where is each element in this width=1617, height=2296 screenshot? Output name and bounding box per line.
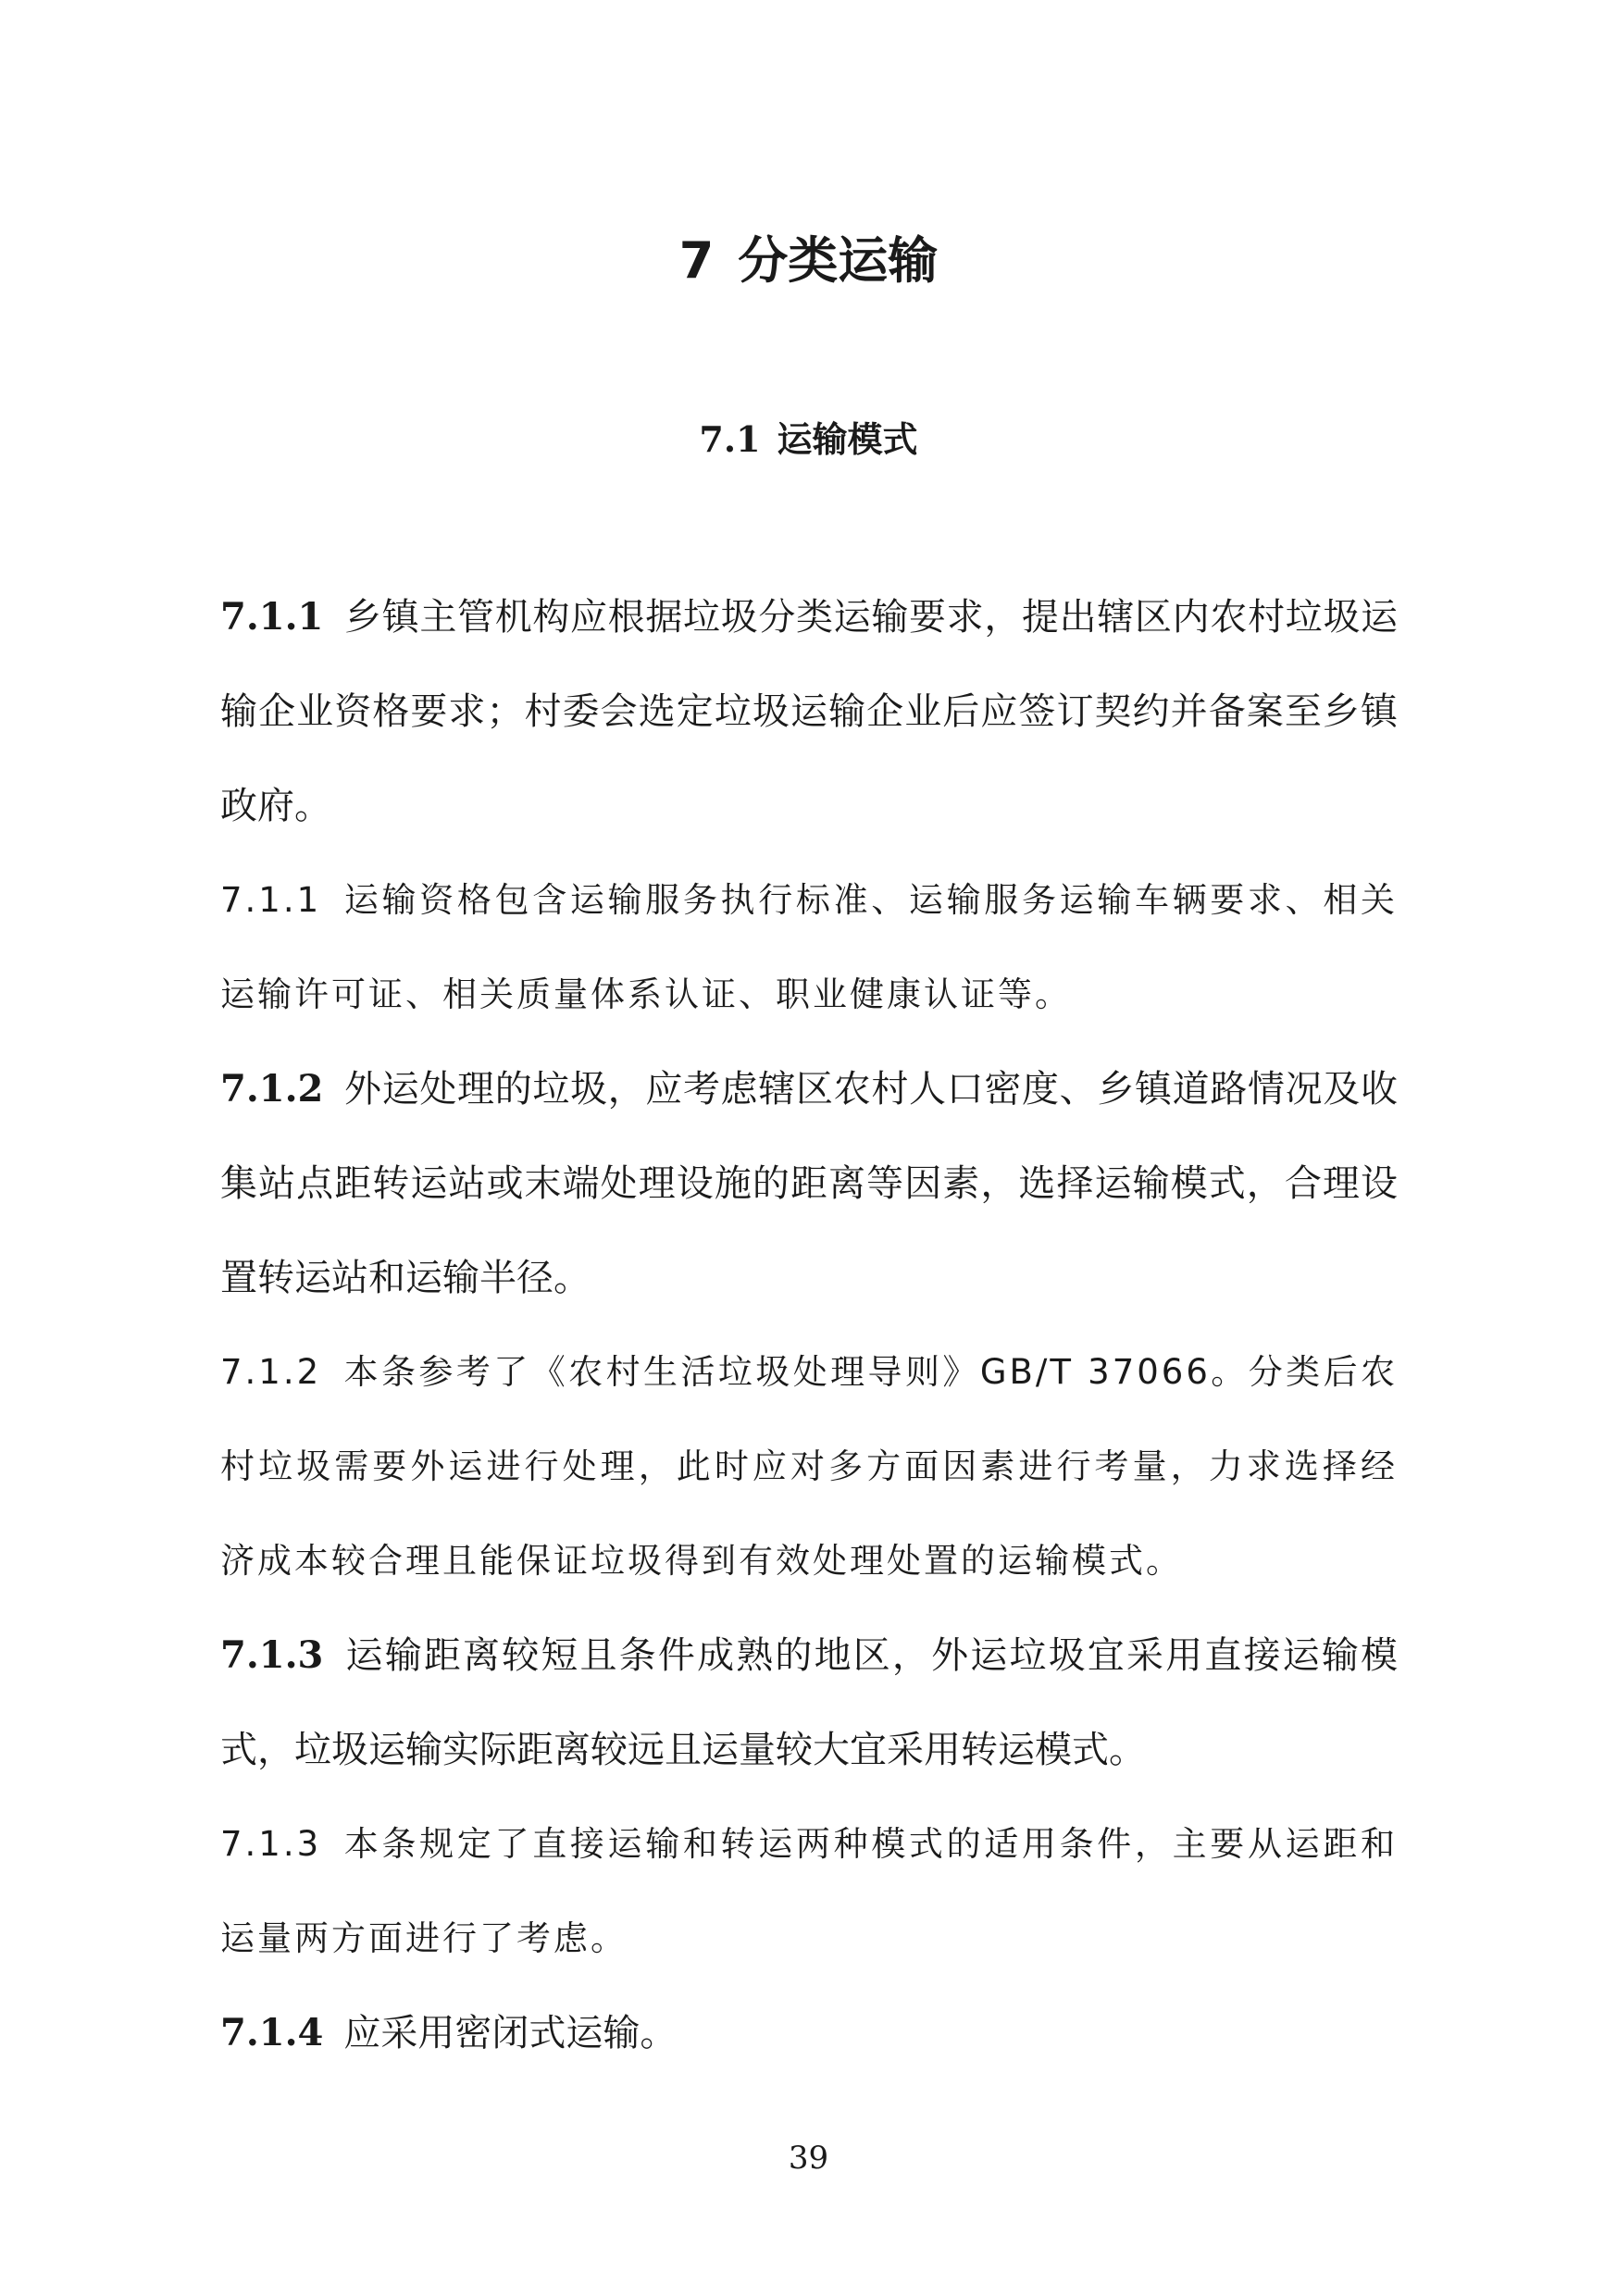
section-number: 7.1	[699, 418, 761, 460]
page-number: 39	[788, 2140, 829, 2177]
note-text: 本条规定了直接运输和转运两种模式的适用条件，主要从运距和运量两方面进行了考虑。	[220, 1824, 1398, 1958]
chapter-title	[0, 224, 1617, 298]
note-7-1-1	[220, 853, 1398, 1042]
clause-number: 7.1.4	[220, 2011, 324, 2054]
note-number: 7.1.3	[220, 1824, 322, 1864]
chapter-number: 7	[678, 231, 715, 290]
clause-text: 乡镇主管机构应根据垃圾分类运输要求，提出辖区内农村垃圾运输企业资格要求；村委会选定垃圾运输企业后应签订契约并备案至乡镇政府。	[220, 596, 1398, 827]
chapter-title-text: 分类运输	[738, 231, 939, 290]
document-body	[220, 570, 1398, 2080]
note-number: 7.1.2	[220, 1352, 322, 1392]
clause-number: 7.1.2	[220, 1067, 324, 1111]
note-number: 7.1.1	[220, 880, 322, 920]
note-7-1-2	[220, 1325, 1398, 1608]
clause-number: 7.1.1	[220, 595, 324, 639]
clause-text: 应采用密闭式运输。	[343, 2012, 678, 2054]
clause-7-1-3	[220, 1608, 1398, 1797]
clause-text: 运输距离较短且条件成熟的地区，外运垃圾宜采用直接运输模式，垃圾运输实际距离较远且运量较大宜采用转运模式。	[220, 1634, 1398, 1771]
section-title-text: 运输模式	[777, 419, 918, 460]
note-text: 本条参考了《农村生活垃圾处理导则》GB/T 37066。分类后农村垃圾需要外运进行处理，此时应对多方面因素进行考量，力求选择经济成本较合理且能保证垃圾得到有效处理处置的运输模式。	[220, 1352, 1398, 1581]
clause-text: 外运处理的垃圾，应考虑辖区农村人口密度、乡镇道路情况及收集站点距转运站或末端处理设施的距离等因素，选择运输模式，合理设置转运站和运输半径。	[220, 1068, 1398, 1299]
clause-number: 7.1.3	[220, 1633, 324, 1677]
note-7-1-3	[220, 1797, 1398, 1986]
note-text: 运输资格包含运输服务执行标准、运输服务运输车辆要求、相关运输许可证、相关质量体系认证、职业健康认证等。	[220, 880, 1398, 1014]
clause-7-1-2	[220, 1042, 1398, 1325]
clause-7-1-1	[220, 570, 1398, 853]
section-title	[0, 412, 1617, 467]
clause-7-1-4	[220, 1986, 1398, 2080]
